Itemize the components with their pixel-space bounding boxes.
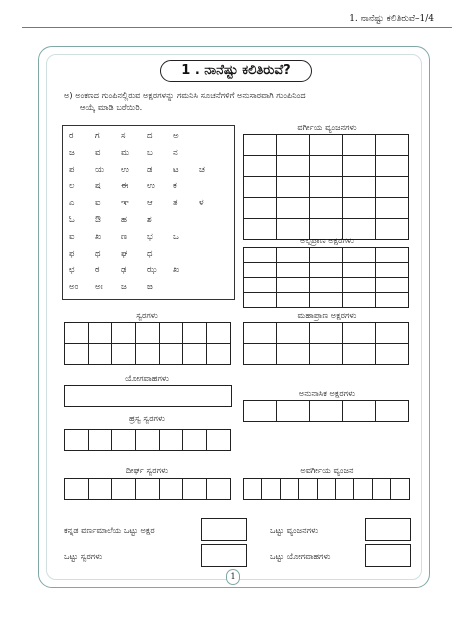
answer-cell[interactable] <box>160 479 184 500</box>
answer-cell[interactable] <box>183 323 207 344</box>
answer-cell[interactable] <box>343 198 376 219</box>
answer-cell[interactable] <box>262 479 280 500</box>
letter-cell: ಶ <box>147 214 152 225</box>
letter-cell <box>199 265 225 282</box>
letter-cell: ಪ <box>69 164 75 175</box>
answer-cell[interactable] <box>310 177 343 198</box>
letter-cell: ಙ <box>147 282 153 293</box>
label-vyanjana-total: ಒಟ್ಟು ವ್ಯಂಜನಗಳು <box>270 525 319 535</box>
answer-cell[interactable] <box>244 323 277 344</box>
answer-cell[interactable] <box>310 263 343 278</box>
box-yogavaha-total[interactable] <box>365 544 411 567</box>
letter-cell: ಅಂ <box>69 282 79 293</box>
answer-cell[interactable] <box>354 479 372 500</box>
letter-cell: ಅಃ <box>95 282 103 293</box>
answer-cell[interactable] <box>136 430 160 451</box>
answer-cell[interactable] <box>310 278 343 293</box>
instruction-line-2: ಆಯ್ಕೆ ಮಾಡಿ ಬರೆಯಿರಿ. <box>80 102 143 112</box>
answer-cell[interactable] <box>376 293 409 308</box>
answer-cell[interactable] <box>277 344 310 365</box>
answer-cell[interactable] <box>376 198 409 219</box>
grid-mahaprana[interactable] <box>243 322 409 365</box>
label-mahaprana: ಮಹಾಪ್ರಾಣ ಅಕ್ಷರಗಳು <box>297 310 357 320</box>
answer-cell[interactable] <box>244 263 277 278</box>
letter-cell: ಞ <box>121 198 129 209</box>
answer-cell[interactable] <box>376 248 409 263</box>
answer-cell[interactable] <box>343 344 376 365</box>
letter-cell: ಐ <box>95 198 101 209</box>
answer-cell[interactable] <box>244 248 277 263</box>
letter-cell: ಘ <box>121 248 128 259</box>
letter-cell: ಐ <box>69 231 75 242</box>
letter-cell: ಣ <box>121 231 128 242</box>
letter-cell <box>199 215 225 232</box>
label-hrasva: ಹ್ರಸ್ವ ಸ್ವರಗಳು <box>128 413 166 423</box>
header-rule <box>22 27 452 28</box>
box-vyanjana-total[interactable] <box>365 518 411 541</box>
label-yogavahagalu: ಯೋಗವಾಹಗಳು <box>125 373 169 383</box>
letter-cell <box>173 249 199 266</box>
answer-cell[interactable] <box>183 430 207 451</box>
label-alpaprana: ಅಲ್ಪಪ್ರಾಣ ಅಕ್ಷರಗಳು <box>300 235 354 245</box>
answer-cell[interactable] <box>207 323 231 344</box>
letter-cell <box>173 282 199 299</box>
letter-cell: ಲ <box>69 181 75 192</box>
running-header: 1. ನಾನೆಷ್ಟು ಕಲಿತಿರುವೆ–1/4 <box>349 14 434 24</box>
letter-cell: ಧ <box>147 248 153 259</box>
answer-cell[interactable] <box>244 198 277 219</box>
letter-cell <box>199 232 225 249</box>
answer-cell[interactable] <box>183 479 207 500</box>
answer-cell[interactable] <box>244 156 277 177</box>
answer-cell[interactable] <box>343 263 376 278</box>
letter-cell: ಷ <box>95 181 101 192</box>
letter-cell: ಸ <box>121 131 126 141</box>
page-title: 1 . ನಾನೆಷ್ಟು ಕಲಿತಿರುವೆ? <box>160 60 312 82</box>
letter-cell: ಅ <box>173 131 179 141</box>
answer-cell[interactable] <box>343 401 376 422</box>
letter-cell: ಜ <box>69 147 75 158</box>
answer-cell[interactable] <box>89 344 113 365</box>
answer-cell[interactable] <box>112 479 136 500</box>
answer-cell[interactable] <box>310 248 343 263</box>
letter-cell: ಢ <box>121 265 127 276</box>
letter-cell <box>199 148 225 165</box>
answer-cell[interactable] <box>244 401 277 422</box>
answer-cell[interactable] <box>343 278 376 293</box>
label-anunasika: ಅನುನಾಸಿಕ ಅಕ್ಷರಗಳು <box>298 388 356 398</box>
letter-cell: ಈ <box>121 181 129 192</box>
letter-cell <box>173 215 199 232</box>
answer-cell[interactable] <box>281 479 299 500</box>
answer-cell[interactable] <box>373 479 391 500</box>
answer-cell[interactable] <box>277 401 310 422</box>
letter-cell: ಜ <box>121 282 127 293</box>
letter-cell: ದ <box>147 131 153 141</box>
letter-cell: ಛ <box>69 265 75 276</box>
answer-cell[interactable] <box>277 135 310 156</box>
box-swara-total[interactable] <box>201 544 247 567</box>
letter-cell <box>199 249 225 266</box>
label-deergha: ದೀರ್ಘ ಸ್ವರಗಳು <box>125 465 169 475</box>
answer-cell[interactable] <box>343 293 376 308</box>
letter-cell: ಓ <box>69 214 75 225</box>
letter-cell: ಹ <box>121 214 127 225</box>
label-swara-total: ಒಟ್ಟು ಸ್ವರಗಳು <box>64 551 103 561</box>
grid-avargeeya[interactable] <box>243 478 410 500</box>
answer-cell[interactable] <box>310 323 343 344</box>
answer-cell[interactable] <box>336 479 354 500</box>
letter-cell: ಟ <box>173 164 179 175</box>
label-swaragalu: ಸ್ವರಗಳು <box>136 310 158 320</box>
letter-cell: ರ <box>69 131 74 141</box>
answer-cell[interactable] <box>277 177 310 198</box>
letter-cell: ವ <box>95 147 101 158</box>
letter-cell: ಫ <box>69 248 75 259</box>
letter-cell: ಠ <box>95 265 100 276</box>
label-kannada-total: ಕನ್ನಡ ವರ್ಣಮಾಲೆಯ ಒಟ್ಟು ಅಕ್ಷರ <box>64 525 155 535</box>
letter-cell: ಖ <box>95 231 102 242</box>
grid-deergha[interactable] <box>64 478 231 500</box>
letter-box <box>62 125 235 300</box>
letter-cell: ಚ <box>199 164 205 175</box>
answer-cell[interactable] <box>244 293 277 308</box>
answer-cell[interactable] <box>277 248 310 263</box>
grid-swaragalu[interactable] <box>64 322 231 365</box>
answer-cell[interactable] <box>207 479 231 500</box>
letter-cell: ಔ <box>95 214 101 225</box>
answer-cell[interactable] <box>277 323 310 344</box>
answer-cell[interactable] <box>244 135 277 156</box>
answer-cell[interactable] <box>277 156 310 177</box>
letter-cell: ಥ <box>95 248 101 259</box>
answer-cell[interactable] <box>310 344 343 365</box>
letter-cell: ಮ <box>121 147 130 158</box>
answer-cell[interactable] <box>244 479 262 500</box>
grid-alpaprana[interactable] <box>243 247 409 308</box>
answer-cell[interactable] <box>112 323 136 344</box>
answer-cell[interactable] <box>343 156 376 177</box>
answer-cell[interactable] <box>207 344 231 365</box>
answer-cell[interactable] <box>376 344 409 365</box>
instruction-line-1: ಅ) ಅಂಕಣದ ಗುಂಪಿನಲ್ಲಿರುವ ಅಕ್ಷರಗಳನ್ನು ಗಮನಿಸಿ ಸೂಚನೆಗಳಿಗೆ ಅನುಸಾರವಾಗಿ ಗುಂಪಿನಿಂದ <box>64 90 306 100</box>
label-vargeeya: ವರ್ಗೀಯ ವ್ಯಂಜನಗಳು <box>297 122 357 132</box>
answer-cell[interactable] <box>391 479 409 500</box>
answer-cell[interactable] <box>244 278 277 293</box>
answer-cell[interactable] <box>376 177 409 198</box>
box-yogavahagalu[interactable] <box>64 385 232 407</box>
answer-cell[interactable] <box>136 479 160 500</box>
label-avargeeya: ಅವರ್ಗೀಯ ವ್ಯಂಜನ <box>300 465 354 475</box>
answer-cell[interactable] <box>310 135 343 156</box>
letter-cell: ಯ <box>95 164 105 175</box>
answer-cell[interactable] <box>310 156 343 177</box>
answer-cell[interactable] <box>343 248 376 263</box>
letter-cell: ಕ <box>173 181 177 192</box>
answer-cell[interactable] <box>343 177 376 198</box>
answer-cell[interactable] <box>376 156 409 177</box>
answer-cell[interactable] <box>299 479 317 500</box>
page-number: 1 <box>226 569 240 585</box>
letter-grid <box>69 131 225 299</box>
answer-cell[interactable] <box>183 344 207 365</box>
letter-cell: ನ <box>173 147 178 158</box>
answer-cell[interactable] <box>376 135 409 156</box>
answer-cell[interactable] <box>343 135 376 156</box>
answer-cell[interactable] <box>112 430 136 451</box>
answer-cell[interactable] <box>89 479 113 500</box>
letter-cell: ಎ <box>69 198 75 209</box>
letter-cell <box>199 131 225 148</box>
letter-cell: ಖ <box>173 265 180 276</box>
answer-cell[interactable] <box>310 293 343 308</box>
letter-cell: ಡ <box>147 164 153 175</box>
answer-cell[interactable] <box>310 401 343 422</box>
answer-cell[interactable] <box>136 344 160 365</box>
answer-cell[interactable] <box>376 263 409 278</box>
letter-cell: ಗ <box>95 131 100 141</box>
grid-vargeeya[interactable] <box>243 134 409 240</box>
answer-cell[interactable] <box>160 430 184 451</box>
grid-hrasva[interactable] <box>64 429 231 451</box>
answer-cell[interactable] <box>277 263 310 278</box>
answer-cell[interactable] <box>160 323 184 344</box>
letter-cell: ಬ <box>147 147 153 158</box>
letter-cell: ಝ <box>147 265 157 276</box>
answer-cell[interactable] <box>136 323 160 344</box>
answer-cell[interactable] <box>244 177 277 198</box>
letter-cell: ಉ <box>147 181 155 192</box>
answer-cell[interactable] <box>65 430 89 451</box>
label-yogavaha-total: ಒಟ್ಟು ಯೋಗವಾಹಗಳು <box>270 551 331 561</box>
answer-cell[interactable] <box>376 401 409 422</box>
answer-cell[interactable] <box>277 278 310 293</box>
answer-cell[interactable] <box>343 323 376 344</box>
letter-cell: ಒ <box>173 231 179 242</box>
answer-cell[interactable] <box>112 344 136 365</box>
answer-cell[interactable] <box>207 430 231 451</box>
answer-cell[interactable] <box>89 323 113 344</box>
answer-cell[interactable] <box>65 323 89 344</box>
grid-anunasika[interactable] <box>243 400 409 422</box>
answer-cell[interactable] <box>277 198 310 219</box>
letter-cell: ಭ <box>147 231 153 242</box>
answer-cell[interactable] <box>318 479 336 500</box>
letter-cell: ಉ <box>121 164 129 175</box>
answer-cell[interactable] <box>376 278 409 293</box>
letter-cell <box>199 282 225 299</box>
answer-cell[interactable] <box>65 479 89 500</box>
letter-cell <box>199 181 225 198</box>
letter-cell: ಆ <box>147 198 153 209</box>
answer-cell[interactable] <box>310 198 343 219</box>
answer-cell[interactable] <box>277 293 310 308</box>
answer-cell[interactable] <box>65 344 89 365</box>
letter-cell: ತ <box>173 198 178 209</box>
box-kannada-total[interactable] <box>201 518 247 541</box>
answer-cell[interactable] <box>244 344 277 365</box>
letter-cell: ಳ <box>199 198 204 209</box>
answer-cell[interactable] <box>89 430 113 451</box>
answer-cell[interactable] <box>376 323 409 344</box>
answer-cell[interactable] <box>160 344 184 365</box>
